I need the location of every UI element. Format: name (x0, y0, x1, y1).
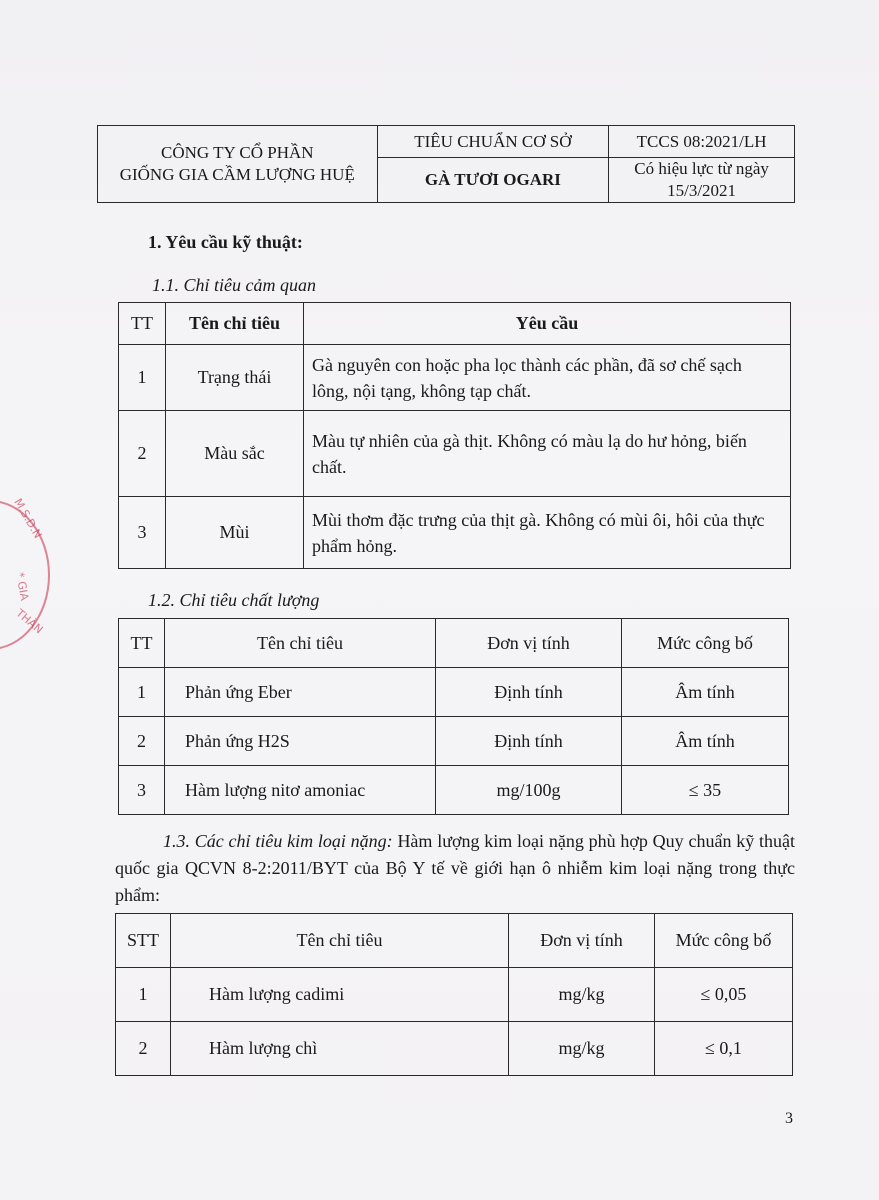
table-row: 2 Phản ứng H2S Định tính Âm tính (119, 717, 789, 766)
table-row: 3 Hàm lượng nitơ amoniac mg/100g ≤ 35 (119, 766, 789, 815)
table-row: 1 Trạng thái Gà nguyên con hoặc pha lọc thành các phần, đã sơ chế sạch lông, nội tạng, không tạp chất. (119, 345, 791, 411)
standard-type: TIÊU CHUẨN CƠ SỞ (377, 126, 609, 158)
stamp-lettering: M.S.D.N (11, 496, 45, 541)
table-row: 2 Màu sắc Màu tự nhiên của gà thịt. Không có màu lạ do hư hỏng, biến chất. (119, 411, 791, 497)
header-table (97, 125, 795, 203)
section-title: 1. Yêu cầu kỹ thuật: (148, 232, 303, 252)
metals-table: STT Tên chỉ tiêu Đơn vị tính Mức công bố 1 Hàm lượng cadimi mg/kg ≤ 0,05 2 Hàm lượng chì mg/kg ≤ 0,1 (115, 913, 793, 1076)
table-row: 1 Phản ứng Eber Định tính Âm tính (119, 668, 789, 717)
metals-paragraph (115, 828, 795, 909)
table-row: 2 Hàm lượng chì mg/kg ≤ 0,1 (116, 1022, 793, 1076)
quality-title: 1.2. Chỉ tiêu chất lượng (148, 590, 320, 610)
metals-title: 1.3. Các chỉ tiêu kim loại nặng: (163, 831, 393, 851)
effective-date: Có hiệu lực từ ngày 15/3/2021 (609, 158, 795, 203)
page-number: 3 (785, 1110, 793, 1127)
stamp-lettering-2: * GIA (13, 571, 32, 602)
col-tt: TT (119, 303, 166, 345)
table-row: 1 Hàm lượng cadimi mg/kg ≤ 0,05 (116, 968, 793, 1022)
sensory-table (118, 302, 791, 569)
col-name: Tên chỉ tiêu (166, 303, 304, 345)
col-requirement: Yêu cầu (304, 303, 791, 345)
quality-table: TT Tên chỉ tiêu Đơn vị tính Mức công bố 1 Phản ứng Eber Định tính Âm tính 2 Phản ứng H2S Định tính Âm tính 3 Hàm lượng nitơ amoniac mg/100g ≤ 35 (118, 618, 789, 815)
table-row: 3 Mùi Mùi thơm đặc trưng của thịt gà. Không có mùi ôi, hôi của thực phẩm hỏng. (119, 497, 791, 569)
sensory-title: 1.1. Chỉ tiêu cảm quan (152, 275, 316, 295)
product-name: GÀ TƯƠI OGARI (377, 158, 609, 203)
metals-text: Hàm lượng kim loại nặng phù hợp Quy chuẩn kỹ thuật quốc gia QCVN 8-2:2011/BYT của Bộ Y tế về giới hạn ô nhiễm kim loại nặng trong thực phẩm: (115, 831, 795, 905)
stamp-lettering-3: THÀN (13, 606, 46, 637)
company-name: CÔNG TY CỔ PHẦN GIỐNG GIA CẦM LƯỢNG HUỆ (98, 126, 378, 203)
standard-code: TCCS 08:2021/LH (609, 126, 795, 158)
